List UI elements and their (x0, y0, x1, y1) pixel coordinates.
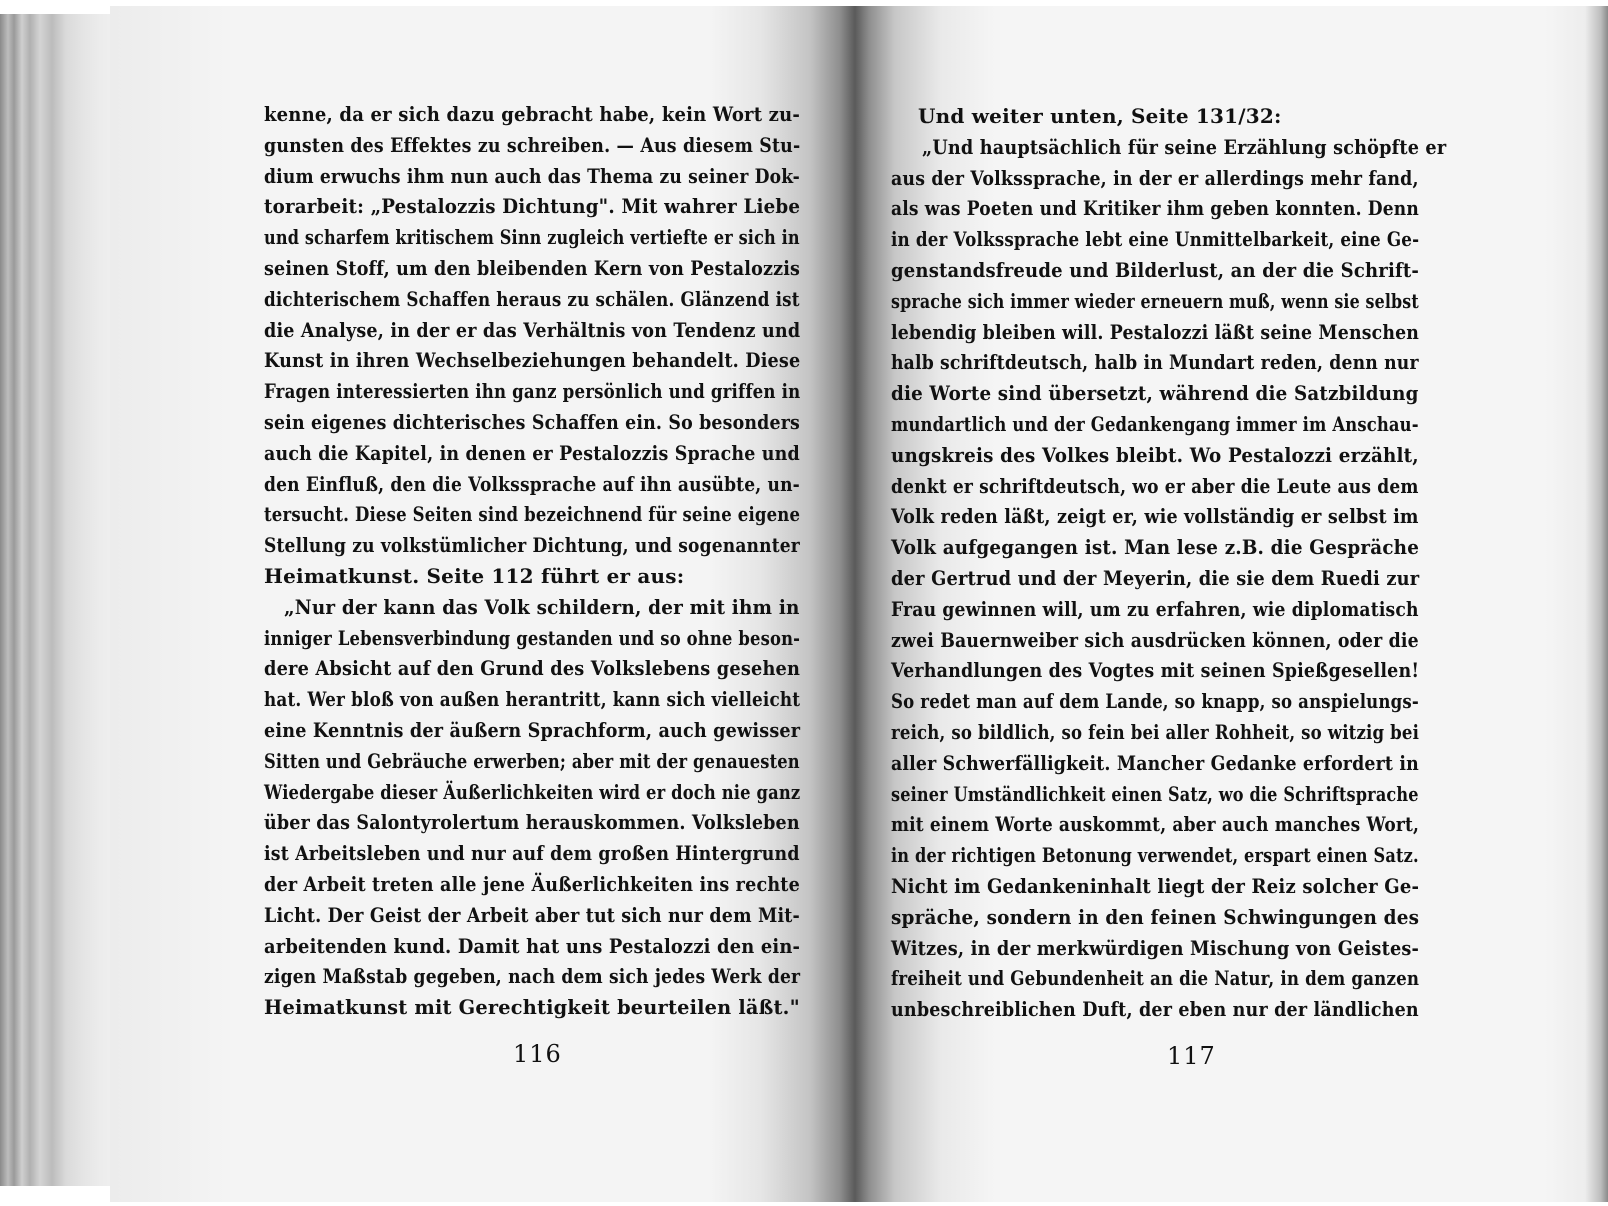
text-line: aus der Volkssprache, in der er allerdings mehr fand, (891, 165, 1419, 190)
text-line: halb schriftdeutsch, halb in Mundart reden, denn nur (891, 350, 1419, 375)
text-line: ungskreis des Volkes bleibt. Wo Pestalozzi erzählt, (891, 442, 1419, 467)
text-line: gunsten des Effektes zu schreiben. — Aus diesem Stu- (264, 132, 801, 157)
text-line: eine Kenntnis der äußern Sprachform, auch gewisser (264, 717, 801, 742)
page-number-left: 116 (513, 1040, 562, 1068)
text-line: in der Volkssprache lebt eine Unmittelbarkeit, eine Ge- (891, 227, 1420, 252)
text-line: sein eigenes dichterisches Schaffen ein. So besonders (264, 409, 800, 434)
text-line: So redet man auf dem Lande, so knapp, so anspielungs- (891, 689, 1419, 714)
text-line: die Analyse, in der er das Verhältnis von Tendenz und (264, 317, 801, 342)
right-page-body (891, 101, 1447, 1025)
text-line: lebendig bleiben will. Pestalozzi läßt seine Menschen (891, 319, 1420, 344)
text-line: seinen Stoff, um den bleibenden Kern von Pestalozzis (264, 255, 801, 280)
text-line: den Einfluß, den die Volkssprache auf ihn ausübte, un- (264, 471, 800, 496)
text-line: Heimatkunst mit Gerechtigkeit beurteilen läßt." (264, 995, 800, 1020)
text-line: als was Poeten und Kritiker ihm geben konnten. Denn (891, 196, 1419, 221)
text-line: seiner Umständlichkeit einen Satz, wo die Schriftsprache (891, 781, 1419, 806)
text-line: Kunst in ihren Wechselbeziehungen behandelt. Diese (264, 348, 801, 373)
text-line: Frau gewinnen will, um zu erfahren, wie diplomatisch (891, 596, 1419, 621)
text-line: reich, so bildlich, so fein bei aller Rohheit, so witzig bei (891, 719, 1420, 744)
text-line: in der richtigen Betonung verwendet, erspart einen Satz. (891, 843, 1419, 868)
text-line: die Worte sind übersetzt, während die Satzbildung (891, 381, 1419, 406)
text-line: der Gertrud und der Meyerin, die sie dem Ruedi zur (891, 565, 1420, 590)
text-line: zigen Maßstab gegeben, nach dem sich jedes Werk der (264, 964, 801, 989)
text-line: Volk reden läßt, zeigt er, wie vollständig er selbst im (891, 504, 1419, 529)
text-line: freiheit und Gebundenheit an die Natur, in dem ganzen (891, 966, 1420, 991)
text-line: ist Arbeitsleben und nur auf dem großen Hintergrund (264, 841, 800, 866)
text-line: kenne, da er sich dazu gebracht habe, kein Wort zu- (264, 102, 801, 126)
text-line: spräche, sondern in den feinen Schwingungen des (891, 904, 1420, 929)
text-line: der Arbeit treten alle jene Äußerlichkeiten ins rechte (264, 871, 800, 896)
text-line: dere Absicht auf den Grund des Volkslebens gesehen (264, 656, 801, 681)
text-line: inniger Lebensverbindung gestanden und so ohne beson- (264, 625, 801, 650)
text-line: unbeschreiblichen Duft, der eben nur der ländlichen (891, 997, 1419, 1022)
text-line: dichterischem Schaffen heraus zu schälen. Glänzend ist (264, 286, 800, 311)
text-line: Licht. Der Geist der Arbeit aber tut sich nur dem Mit- (264, 902, 800, 927)
text-line: tersucht. Diese Seiten sind bezeichnend für seine eigene (264, 502, 801, 527)
text-line: Nicht im Gedankeninhalt liegt der Reiz solcher Ge- (891, 873, 1420, 898)
text-line: Heimatkunst. Seite 112 führt er aus: (264, 563, 685, 588)
quote-first-line: „Nur der kann das Volk schildern, der mit ihm in (284, 594, 800, 619)
text-line: über das Salontyrolertum herauskommen. Volksleben (264, 810, 800, 835)
text-line: dium erwuchs ihm nun auch das Thema zu seiner Dok- (264, 163, 800, 188)
text-line: und scharfem kritischem Sinn zugleich vertiefte er sich in (264, 225, 800, 250)
page-number-right: 117 (1167, 1042, 1216, 1070)
text-line: Stellung zu volkstümlicher Dichtung, und sogenannter (264, 533, 800, 558)
text-line: torarbeit: „Pestalozzis Dichtung". Mit wahrer Liebe (264, 194, 801, 219)
text-line: hat. Wer bloß von außen herantritt, kann sich vielleicht (264, 687, 801, 712)
text-line: mundartlich und der Gedankengang immer im Anschau- (891, 411, 1419, 436)
text-line: sprache sich immer wieder erneuern muß, wenn sie selbst (891, 288, 1419, 313)
text-line: aller Schwerfälligkeit. Mancher Gedanke erfordert in (891, 750, 1419, 775)
text-line: Volk aufgegangen ist. Man lese z.B. die Gespräche (891, 535, 1420, 560)
text-line: Verhandlungen des Vogtes mit seinen Spießgesellen! (891, 658, 1420, 683)
left-page-body (264, 99, 800, 1023)
text-line: auch die Kapitel, in denen er Pestalozzis Sprache und (264, 440, 800, 465)
text-line: zwei Bauernweiber sich ausdrücken können, oder die (891, 627, 1419, 652)
text-line: genstandsfreude und Bilderlust, an der die Schrift- (891, 257, 1420, 282)
text-line: Witzes, in der merkwürdigen Mischung von Geistes- (891, 935, 1420, 960)
text-line: Sitten und Gebräuche erwerben; aber mit der genauesten (264, 748, 800, 773)
text-line: mit einem Worte auskommt, aber auch manches Wort, (891, 812, 1420, 837)
text-line: arbeitenden kund. Damit hat uns Pestalozzi den ein- (264, 933, 801, 958)
text-line: denkt er schriftdeutsch, wo er aber die Leute aus dem (891, 473, 1419, 498)
text-line: Fragen interessierten ihn ganz persönlich und griffen in (264, 379, 801, 404)
text-line: Wiedergabe dieser Äußerlichkeiten wird er doch nie ganz (264, 779, 801, 804)
quote-first-line: „Und hauptsächlich für seine Erzählung schöpfte er (922, 134, 1447, 159)
text-line: Und weiter unten, Seite 131/32: (918, 104, 1282, 128)
